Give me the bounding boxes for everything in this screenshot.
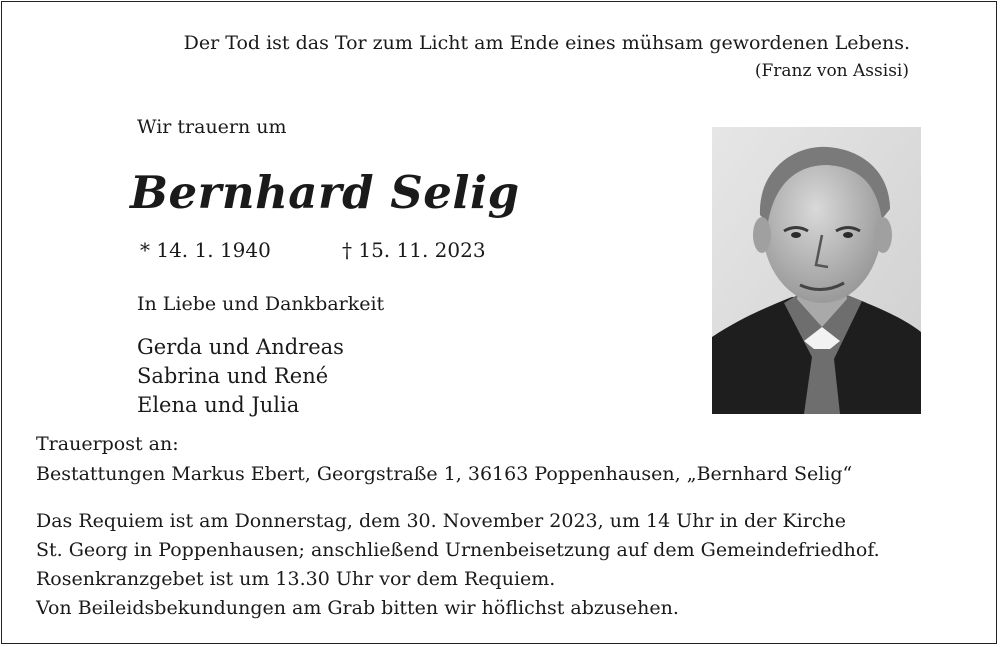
gratitude-text: In Liebe und Dankbarkeit: [137, 293, 385, 315]
requiem-line: St. Georg in Poppenhausen; anschließend Urnenbeisetzung auf dem Gemeindefriedhof.: [36, 539, 880, 561]
family-line: Elena und Julia: [137, 393, 300, 417]
requiem-line: Von Beileidsbekundungen am Grab bitten wir höflichst abzusehen.: [36, 597, 679, 619]
family-line: Gerda und Andreas: [137, 335, 344, 359]
death-date: † 15. 11. 2023: [342, 238, 486, 262]
quote-author: (Franz von Assisi): [754, 61, 909, 81]
quote-text: Der Tod ist das Tor zum Licht am Ende eines mühsam gewordenen Lebens.: [183, 32, 910, 54]
requiem-info: [36, 507, 880, 623]
birth-date: * 14. 1. 1940: [140, 238, 271, 262]
requiem-line: Rosenkranzgebet ist um 13.30 Uhr vor dem Requiem.: [36, 568, 556, 590]
deceased-name: Bernhard Selig: [130, 166, 520, 219]
family-line: Sabrina und René: [137, 364, 329, 388]
family-list: [137, 333, 344, 420]
mail-address: Bestattungen Markus Ebert, Georgstraße 1, 36163 Poppenhausen, „Bernhard Selig“: [36, 463, 853, 485]
intro-text: Wir trauern um: [137, 116, 287, 138]
portrait-photo: [712, 127, 921, 414]
mail-label: Trauerpost an:: [36, 433, 179, 455]
requiem-line: Das Requiem ist am Donnerstag, dem 30. November 2023, um 14 Uhr in der Kirche: [36, 510, 846, 532]
